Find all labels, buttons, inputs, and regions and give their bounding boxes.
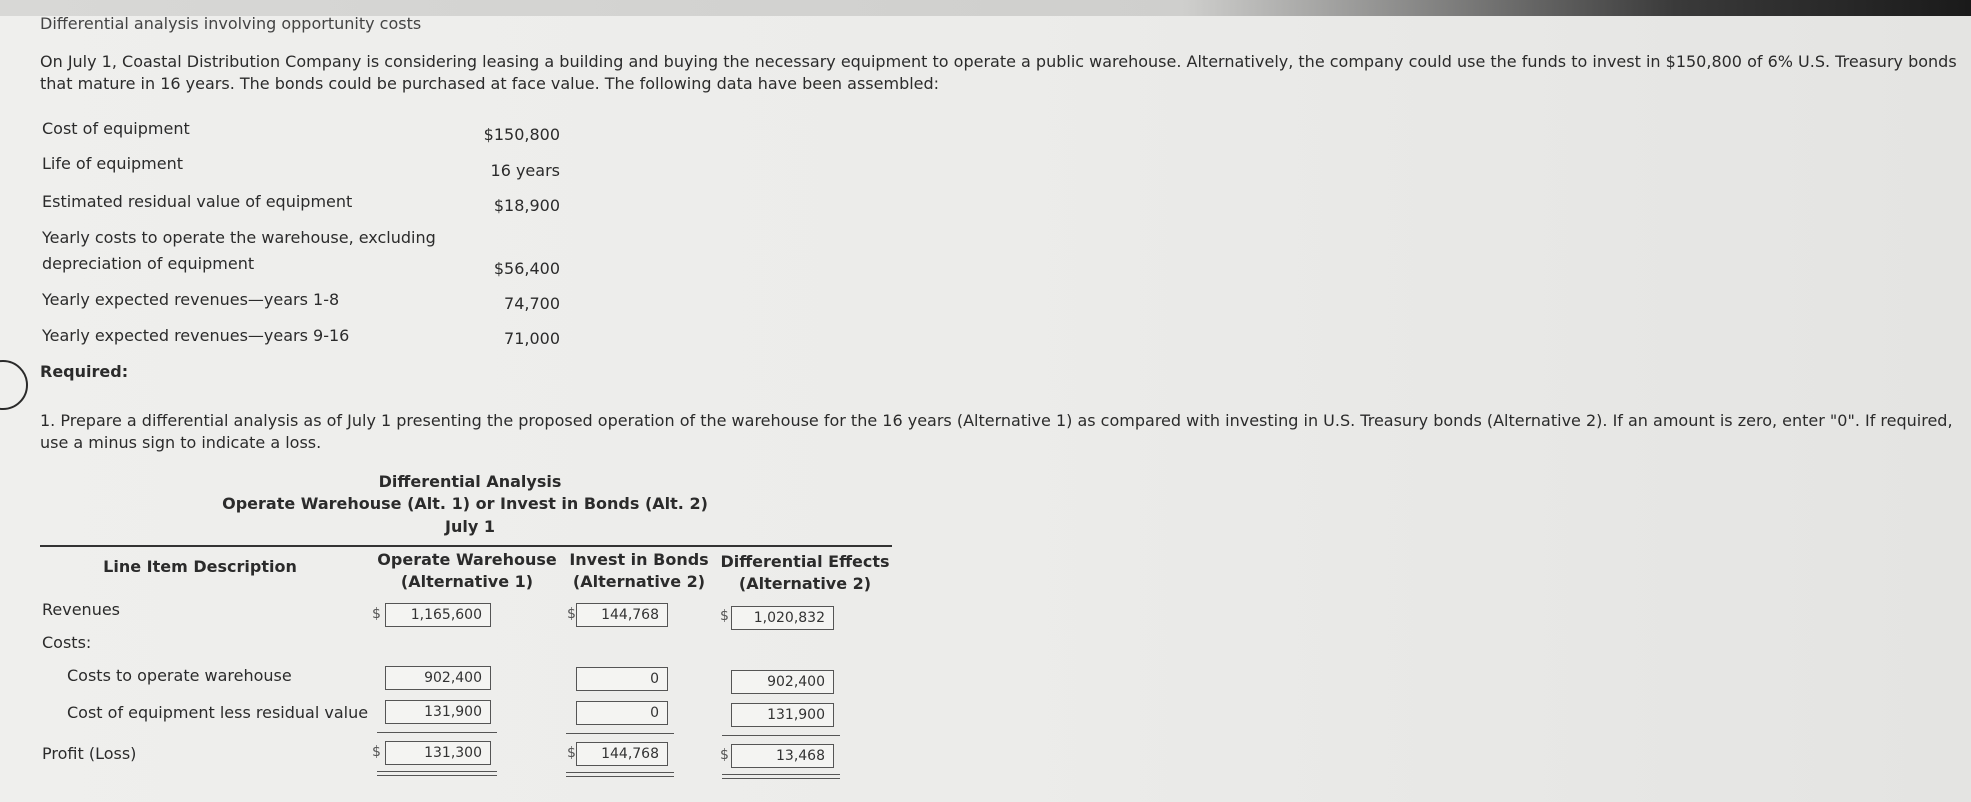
data-value-revenues-9-16: 71,000 [504,329,560,348]
question-1: 1. Prepare a differential analysis as of July 1 presenting the proposed operation of the warehouse for the 16 years (Alternative 1) as compared with investing in U.S. Treasury bonds (Alternative 2). If an amount is zero, enter "0". If required, use a minus sign to indicate a loss. [40,411,1953,452]
col-header-alt1-sub: (Alternative 1) [400,572,534,591]
row-label-equipment-cost: Cost of equipment less residual value [67,703,369,722]
col-header-line-item: Line Item Description [103,557,297,576]
dollar-sign: $ [567,606,576,622]
input-operate-alt1[interactable]: 902,400 [385,666,491,690]
dollar-sign: $ [372,744,381,760]
data-label-residual-value: Estimated residual value of equipment [42,192,353,211]
dollar-sign: $ [567,745,576,761]
data-value-residual-value: $18,900 [493,196,560,215]
row-label-profit-loss: Profit (Loss) [42,744,137,763]
problem-intro: On July 1, Coastal Distribution Company is considering leasing a building and buying the necessary equipment to operate a public warehouse. Alternatively, the company could use the funds to invest in $150,800 of 6% U.S. Treasury bonds that mature in 16 years. The bonds could be purchased at face value. The following data have been assembled: [40,52,1957,93]
input-equipment-alt1[interactable]: 131,900 [385,700,491,724]
data-value-cost-equipment: $150,800 [483,125,560,144]
input-operate-alt2[interactable]: 0 [576,667,668,691]
subtotal-rule-diff [722,735,840,736]
input-profit-diff[interactable]: 13,468 [731,744,834,768]
subtotal-rule-alt1 [377,732,497,733]
problem-title: Differential analysis involving opportunity costs [40,14,422,33]
col-header-diff: Differential Effects [720,552,890,571]
input-revenues-alt1[interactable]: 1,165,600 [385,603,491,627]
input-equipment-alt2[interactable]: 0 [576,701,668,725]
total-double-rule-diff [722,774,840,775]
data-label-cost-equipment: Cost of equipment [42,119,190,138]
col-header-alt2: Invest in Bonds [569,550,709,569]
input-profit-alt1[interactable]: 131,300 [385,741,491,765]
input-revenues-diff[interactable]: 1,020,832 [731,606,834,630]
heading-rule [40,545,892,547]
required-heading: Required: [40,362,129,381]
data-value-revenues-1-8: 74,700 [504,294,560,313]
analysis-date: July 1 [445,517,495,536]
input-revenues-alt2[interactable]: 144,768 [576,603,668,627]
col-header-alt1: Operate Warehouse [377,550,557,569]
total-double-rule-alt1 [377,771,497,772]
analysis-subheading: Operate Warehouse (Alt. 1) or Invest in Bonds (Alt. 2) [222,494,708,513]
dollar-sign: $ [372,606,381,622]
data-value-yearly-costs: $56,400 [493,259,560,278]
data-value-life-equipment: 16 years [490,161,560,180]
data-label-yearly-costs-line2: depreciation of equipment [42,254,255,273]
total-double-rule-alt2 [566,776,674,777]
data-label-life-equipment: Life of equipment [42,154,184,173]
row-label-costs: Costs: [42,633,92,652]
analysis-heading: Differential Analysis [378,472,562,491]
dollar-sign: $ [720,608,729,624]
col-header-diff-sub: (Alternative 2) [738,574,872,593]
col-header-alt2-sub: (Alternative 2) [572,572,706,591]
dollar-sign: $ [720,747,729,763]
subtotal-rule-alt2 [566,733,674,734]
total-double-rule-alt2 [566,772,674,773]
row-label-revenues: Revenues [42,600,121,619]
data-label-revenues-1-8: Yearly expected revenues—years 1-8 [42,290,340,309]
input-profit-alt2[interactable]: 144,768 [576,742,668,766]
input-equipment-diff[interactable]: 131,900 [731,703,834,727]
data-label-revenues-9-16: Yearly expected revenues—years 9-16 [42,326,350,345]
total-double-rule-alt1 [377,775,497,776]
total-double-rule-diff [722,778,840,779]
data-label-yearly-costs: Yearly costs to operate the warehouse, excluding [42,228,436,247]
input-operate-diff[interactable]: 902,400 [731,670,834,694]
row-label-operate-costs: Costs to operate warehouse [67,666,292,685]
